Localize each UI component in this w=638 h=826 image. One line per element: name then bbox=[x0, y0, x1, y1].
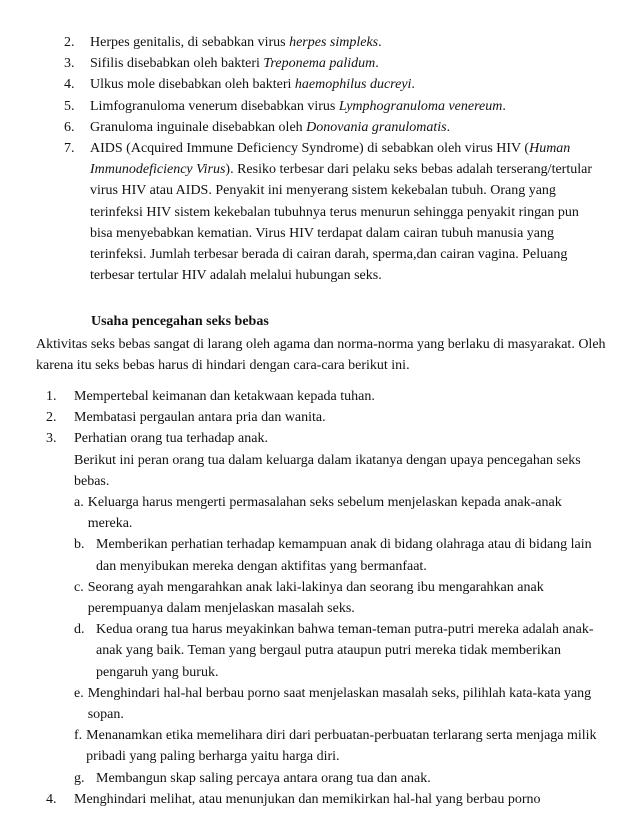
sublist-letter: d. bbox=[74, 622, 85, 638]
sublist-letter: b. bbox=[74, 537, 85, 553]
sublist-text: Kedua orang tua harus meyakinkan bahwa teman-teman putra-putri mereka adalah anak-anak yang baik. Teman yang bergaul putra ataupun putri mereka tidak memberikan pengaruh yang buruk. bbox=[96, 622, 594, 680]
sublist-item bbox=[74, 492, 606, 534]
list-number: 1. bbox=[46, 389, 57, 404]
list-number: 3. bbox=[64, 56, 75, 72]
list-number: 4. bbox=[46, 791, 57, 807]
list-number: 6. bbox=[64, 119, 75, 135]
list-number: 4. bbox=[64, 77, 75, 93]
sublist-text: Menghindari hal-hal berbau porno saat menjelaskan masalah seks, pilihlah kata-kata yang sopan. bbox=[87, 685, 592, 723]
std-causes-list bbox=[64, 32, 604, 286]
list-item bbox=[64, 117, 604, 138]
list-item bbox=[64, 96, 604, 117]
list-item bbox=[46, 407, 606, 428]
list-item bbox=[64, 53, 604, 74]
sublist-text: Keluarga harus mengerti permasalahan seks sebelum menjelaskan kepada anak-anak mereka. bbox=[87, 495, 562, 532]
list-text: Herpes genitalis, di sebabkan virus herpes simpleks. bbox=[90, 35, 382, 50]
sublist-item bbox=[74, 619, 606, 683]
list-item bbox=[46, 428, 606, 449]
sublist-text: Memberikan perhatian terhadap kemampuan anak di bidang olahraga atau di bidang lain dan menyibukan mereka dengan aktifitas yang bermanfaat. bbox=[96, 537, 592, 574]
sublist-text: Menanamkan etika memelihara diri dari perbuatan-perbuatan terlarang serta menjaga milik pribadi yang paling berharga yaitu harga diri. bbox=[86, 728, 597, 765]
list-number: 7. bbox=[64, 141, 75, 157]
sublist-text: Membangun skap saling percaya antara orang tua dan anak. bbox=[96, 770, 431, 786]
list-text: Menghindari melihat, atau menunjukan dan memikirkan hal-hal yang berbau porno bbox=[74, 791, 541, 807]
sublist-item bbox=[74, 577, 606, 619]
sublist-item bbox=[74, 725, 606, 767]
sublist-intro: Berikut ini peran orang tua dalam keluarga dalam ikatanya dengan upaya pencegahan seks bebas. bbox=[74, 452, 581, 489]
sublist-letter: e. bbox=[74, 685, 84, 701]
list-number: 5. bbox=[64, 98, 75, 114]
list-text: Ulkus mole disebabkan oleh bakteri haemophilus ducreyi. bbox=[90, 77, 415, 93]
list-number: 2. bbox=[64, 35, 75, 50]
list-number: 2. bbox=[46, 410, 57, 426]
sublist-letter: a. bbox=[74, 495, 84, 511]
sublist-letter: g. bbox=[74, 770, 85, 786]
sublist-item bbox=[74, 683, 606, 725]
list-text: AIDS (Acquired Immune Deficiency Syndrome) di sebabkan oleh virus HIV (Human Immunodeficiency Virus). Resiko terbesar dari pelaku seks bebas adalah terserang/tertular virus HIV atau AIDS. Penyakit ini menyerang sistem kekebalan tubuh. Orang yang terinfeksi HIV sistem kekebalan tubuhnya terus menurun sehingga penyakit ringan pun bisa menyebabkan kematian. Virus HIV terdapat dalam cairan tubuh manusia yang terinfeksi. Jumlah terbesar berada di cairan darah, sperma,dan cairan vagina. Peluang terbesar tertular HIV adalah melalui hubungan seks. bbox=[90, 141, 592, 284]
prevention-list bbox=[46, 386, 606, 810]
list-item bbox=[64, 74, 604, 95]
list-text: Mempertebal keimanan dan ketakwaan kepada tuhan. bbox=[74, 389, 375, 404]
sublist-item bbox=[74, 534, 606, 576]
list-text: Limfogranuloma venerum disebabkan virus Lymphogranuloma venereum. bbox=[90, 98, 506, 114]
list-item bbox=[46, 386, 606, 407]
intro-paragraph: Aktivitas seks bebas sangat di larang oleh agama dan norma-norma yang berlaku di masyarakat. Oleh karena itu seks bebas harus di hindari dengan cara-cara berikut ini. bbox=[36, 337, 606, 374]
list-item bbox=[64, 32, 604, 53]
sublist-letter: f. bbox=[74, 728, 83, 744]
list-text: Perhatian orang tua terhadap anak. bbox=[74, 431, 268, 447]
list-item bbox=[46, 789, 606, 810]
list-text: Membatasi pergaulan antara pria dan wanita. bbox=[74, 410, 326, 426]
sublist-text: Seorang ayah mengarahkan anak laki-lakinya dan seorang ibu mengarahkan anak perempuanya dalam menjelaskan masalah seks. bbox=[87, 579, 544, 617]
list-number: 3. bbox=[46, 431, 57, 447]
list-item bbox=[64, 138, 604, 286]
section-heading: Usaha pencegahan seks bebas bbox=[91, 314, 269, 329]
list-text: Granuloma inguinale disebabkan oleh Donovania granulomatis. bbox=[90, 119, 451, 135]
sublist-letter: c. bbox=[74, 579, 84, 595]
sublist-item bbox=[74, 768, 606, 789]
list-text: Sifilis disebabkan oleh bakteri Treponema palidum. bbox=[90, 56, 379, 72]
